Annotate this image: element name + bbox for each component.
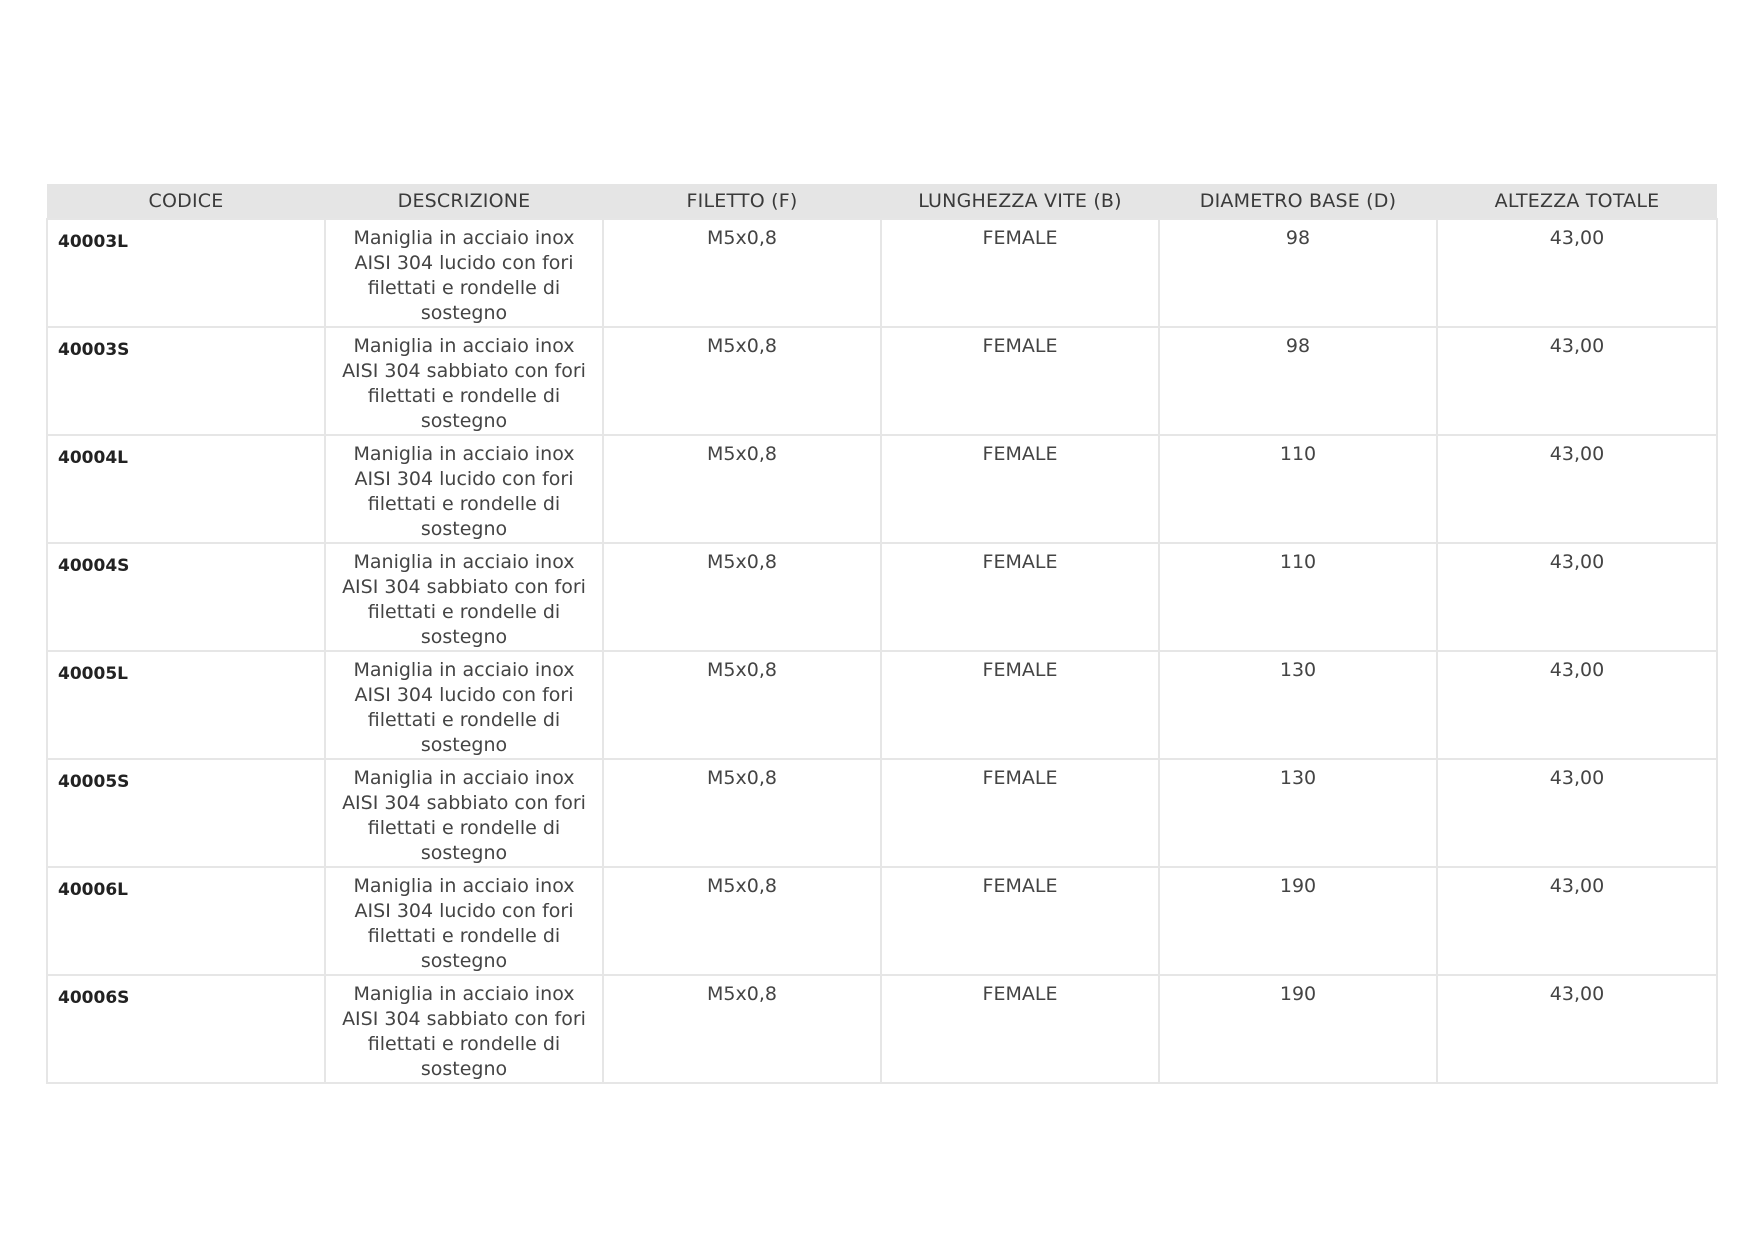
table-row	[47, 543, 1717, 651]
cell-total-height: 43,00	[1437, 759, 1717, 867]
cell-code: 40003L	[47, 219, 325, 327]
cell-description: Maniglia in acciaio inox AISI 304 lucido con fori filettati e rondelle di sostegno	[325, 867, 603, 975]
cell-description: Maniglia in acciaio inox AISI 304 lucido con fori filettati e rondelle di sostegno	[325, 651, 603, 759]
cell-base-diameter: 190	[1159, 867, 1437, 975]
cell-code: 40005L	[47, 651, 325, 759]
cell-thread: M5x0,8	[603, 219, 881, 327]
table-row	[47, 435, 1717, 543]
cell-total-height: 43,00	[1437, 327, 1717, 435]
cell-total-height: 43,00	[1437, 219, 1717, 327]
cell-thread: M5x0,8	[603, 759, 881, 867]
column-header-total-height: ALTEZZA TOTALE	[1437, 184, 1717, 219]
table-row	[47, 867, 1717, 975]
table-row	[47, 759, 1717, 867]
table-row	[47, 327, 1717, 435]
cell-thread: M5x0,8	[603, 867, 881, 975]
cell-description: Maniglia in acciaio inox AISI 304 sabbiato con fori filettati e rondelle di sostegno	[325, 543, 603, 651]
column-header-code: CODICE	[47, 184, 325, 219]
cell-base-diameter: 98	[1159, 219, 1437, 327]
cell-total-height: 43,00	[1437, 651, 1717, 759]
cell-screw-length: FEMALE	[881, 327, 1159, 435]
cell-total-height: 43,00	[1437, 975, 1717, 1083]
product-table-container	[46, 184, 1716, 1084]
cell-base-diameter: 130	[1159, 759, 1437, 867]
cell-code: 40006S	[47, 975, 325, 1083]
column-header-thread: FILETTO (F)	[603, 184, 881, 219]
column-header-description: DESCRIZIONE	[325, 184, 603, 219]
cell-description: Maniglia in acciaio inox AISI 304 lucido con fori filettati e rondelle di sostegno	[325, 435, 603, 543]
cell-description: Maniglia in acciaio inox AISI 304 lucido con fori filettati e rondelle di sostegno	[325, 219, 603, 327]
cell-thread: M5x0,8	[603, 543, 881, 651]
cell-total-height: 43,00	[1437, 867, 1717, 975]
header-row	[47, 184, 1717, 219]
cell-thread: M5x0,8	[603, 975, 881, 1083]
cell-thread: M5x0,8	[603, 651, 881, 759]
cell-screw-length: FEMALE	[881, 759, 1159, 867]
cell-screw-length: FEMALE	[881, 867, 1159, 975]
table-header	[47, 184, 1717, 219]
cell-screw-length: FEMALE	[881, 435, 1159, 543]
cell-description: Maniglia in acciaio inox AISI 304 sabbiato con fori filettati e rondelle di sostegno	[325, 759, 603, 867]
cell-screw-length: FEMALE	[881, 219, 1159, 327]
cell-total-height: 43,00	[1437, 435, 1717, 543]
column-header-screw-length: LUNGHEZZA VITE (B)	[881, 184, 1159, 219]
product-table	[46, 184, 1718, 1084]
cell-code: 40005S	[47, 759, 325, 867]
cell-base-diameter: 98	[1159, 327, 1437, 435]
cell-base-diameter: 110	[1159, 435, 1437, 543]
cell-description: Maniglia in acciaio inox AISI 304 sabbiato con fori filettati e rondelle di sostegno	[325, 327, 603, 435]
cell-code: 40006L	[47, 867, 325, 975]
cell-thread: M5x0,8	[603, 327, 881, 435]
cell-screw-length: FEMALE	[881, 975, 1159, 1083]
cell-description: Maniglia in acciaio inox AISI 304 sabbiato con fori filettati e rondelle di sostegno	[325, 975, 603, 1083]
cell-base-diameter: 110	[1159, 543, 1437, 651]
table-body	[47, 219, 1717, 1083]
cell-screw-length: FEMALE	[881, 651, 1159, 759]
cell-base-diameter: 130	[1159, 651, 1437, 759]
cell-screw-length: FEMALE	[881, 543, 1159, 651]
cell-base-diameter: 190	[1159, 975, 1437, 1083]
cell-code: 40004L	[47, 435, 325, 543]
cell-total-height: 43,00	[1437, 543, 1717, 651]
table-row	[47, 651, 1717, 759]
table-row	[47, 975, 1717, 1083]
cell-code: 40003S	[47, 327, 325, 435]
cell-code: 40004S	[47, 543, 325, 651]
table-row	[47, 219, 1717, 327]
cell-thread: M5x0,8	[603, 435, 881, 543]
column-header-base-diameter: DIAMETRO BASE (D)	[1159, 184, 1437, 219]
